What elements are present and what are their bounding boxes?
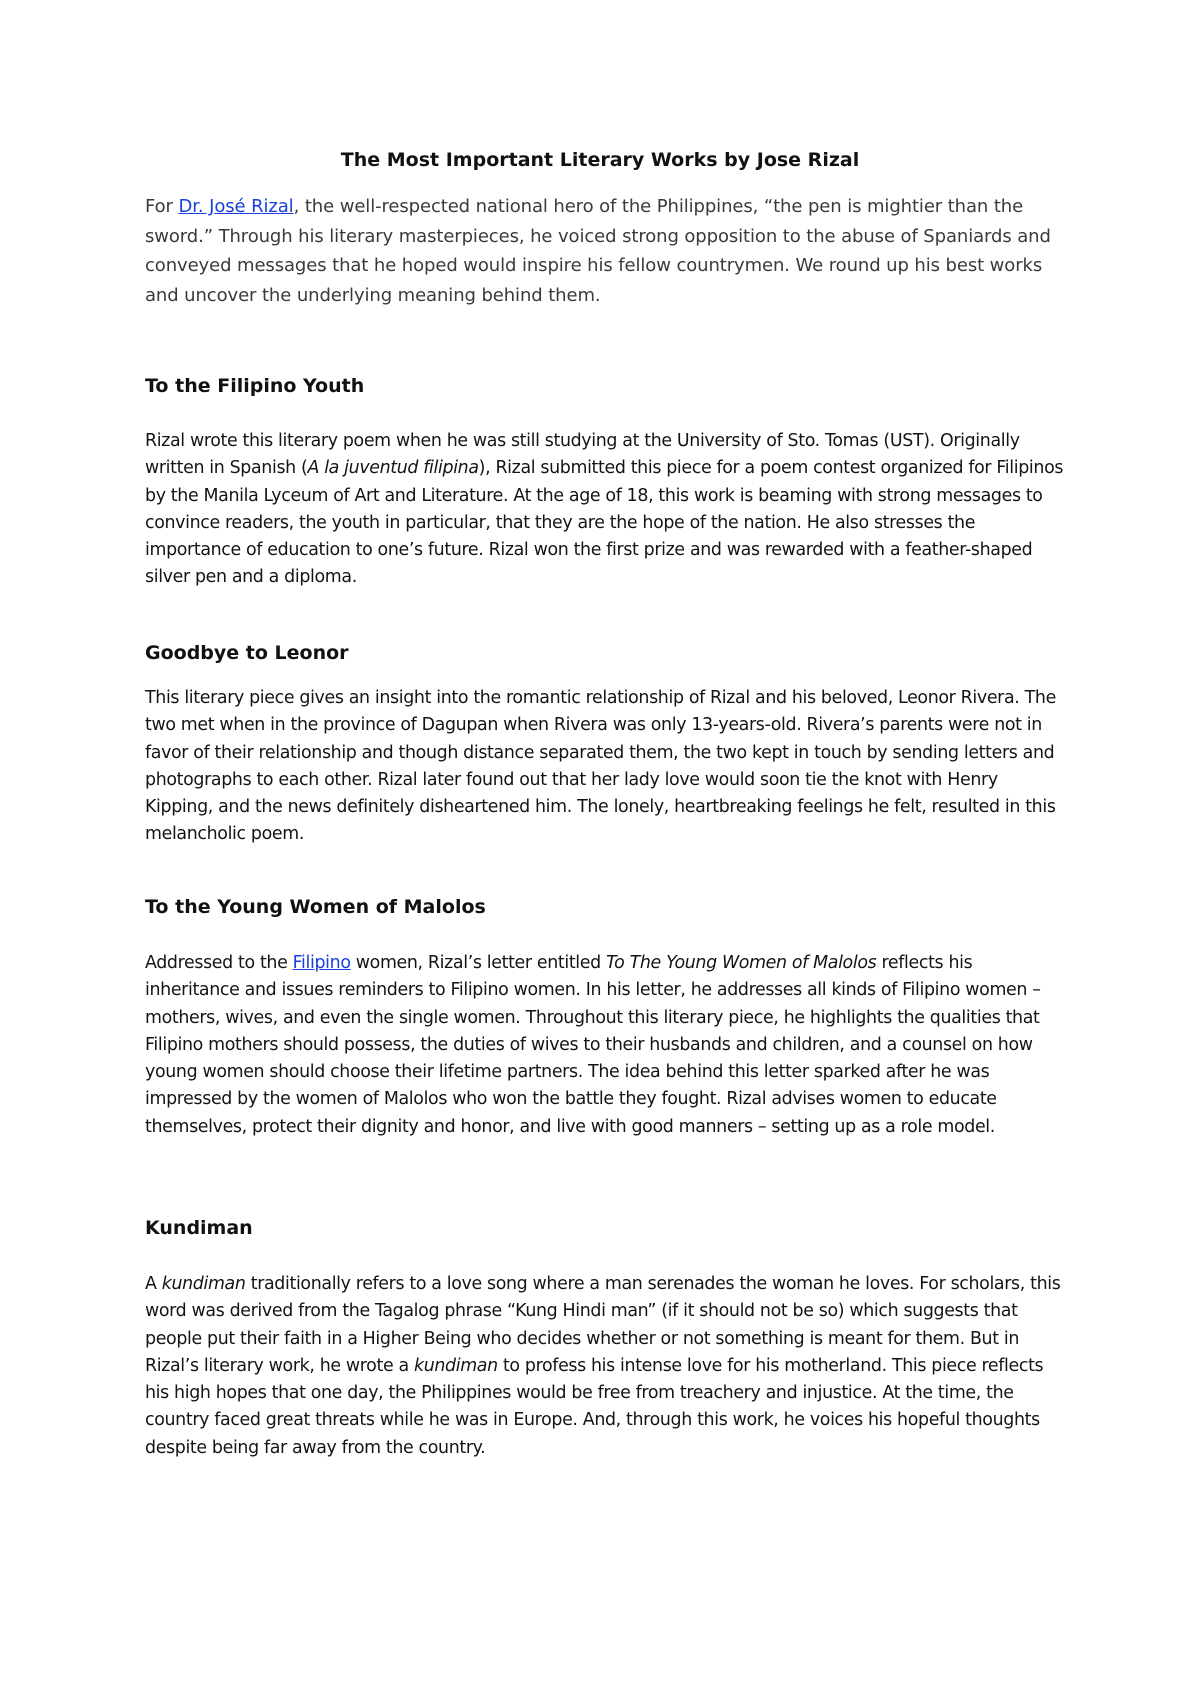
intro-text-start: For [145, 196, 179, 217]
filipino-youth-text-1: Rizal wrote this literary poem when he was still studying at the University of Sto. Tomas (UST). Originally written in Spanish ( [145, 431, 1020, 479]
spanish-title-italic: A la juventud filipina [307, 458, 479, 479]
kundiman-text-2: traditionally refers to a love song where a man serenades the woman he loves. For scholars, this word was derived from the Tagalog phrase “Kung Hindi man” (if it should not be so) which suggests that people put their faith in a Higher Being who decides whether or not something is meant for them. But in Rizal’s literary work, he wrote a [145, 1274, 1061, 1376]
kundiman-italic-2: kundiman [413, 1355, 498, 1376]
heading-young-women-malolos: To the Young Women of Malolos [145, 896, 486, 918]
malolos-text-3: reflects his inheritance and issues reminders to Filipino women. In his letter, he addresses all kinds of Filipino women – mothers, wives, and even the single women. Throughout this literary piece, he highlights the qualities that Filipino mothers should possess, the duties of wives to their husbands and children, and a counsel on how young women should choose their lifetime partners. The idea behind this letter sparked after he was impressed by the women of Malolos who won the battle they fought. Rizal advises women to educate themselves, protect their dignity and honor, and live with good manners – setting up as a role model. [145, 953, 1041, 1137]
jose-rizal-link[interactable]: Dr. José Rizal [178, 196, 294, 217]
paragraph-kundiman [145, 1271, 1065, 1462]
heading-kundiman: Kundiman [145, 1217, 253, 1239]
malolos-letter-title-italic: To The Young Women of Malolos [606, 953, 877, 973]
filipino-link[interactable]: Filipino [292, 953, 351, 973]
heading-goodbye-leonor: Goodbye to Leonor [145, 642, 349, 664]
malolos-text-1: Addressed to the [145, 953, 293, 973]
paragraph-goodbye-leonor: This literary piece gives an insight into the romantic relationship of Rizal and his beloved, Leonor Rivera. The two met when in the province of Dagupan when Rivera was only 13-years-old. Rivera’s parents were not in favor of their relationship and though distance separated them, the two kept in touch by sending letters and photographs to each other. Rizal later found out that her lady love would soon tie the knot with Henry Kipping, and the news definitely disheartened him. The lonely, heartbreaking feelings he felt, resulted in this melancholic poem. [145, 688, 1056, 845]
intro-text-rest: , the well-respected national hero of the Philippines, “the pen is mightier than the sword.” Through his literary masterpieces, he voiced strong opposition to the abuse of Spaniards and conveyed messages that he hoped would inspire his fellow countrymen. We round up his best works and uncover the underlying meaning behind them. [145, 196, 1051, 306]
kundiman-text-3: to profess his intense love for his motherland. This piece reflects his high hopes that one day, the Philippines would be free from treachery and injustice. At the time, the country faced great threats while he was in Europe. And, through this work, he voices his hopeful thoughts despite being far away from the country. [145, 1355, 1044, 1458]
kundiman-text-1: A [145, 1274, 162, 1294]
kundiman-italic-1: kundiman [161, 1274, 246, 1294]
filipino-youth-text-2: ), Rizal submitted this piece for a poem contest organized for Filipinos by the Manila Lyceum of Art and Literature. At the age of 18, this work is beaming with strong messages to convince readers, the youth in particular, that they are the hope of the nation. He also stresses the importance of education to one’s future. Rizal won the first prize and was rewarded with a feather-shaped silver pen and a diploma. [145, 458, 1064, 588]
intro-paragraph [145, 192, 1065, 310]
malolos-text-2: women, Rizal’s letter entitled [350, 953, 607, 973]
paragraph-young-women-malolos [145, 950, 1065, 1141]
document-title: The Most Important Literary Works by Jose Rizal [340, 149, 860, 171]
heading-filipino-youth: To the Filipino Youth [145, 375, 365, 397]
paragraph-filipino-youth [145, 428, 1065, 592]
